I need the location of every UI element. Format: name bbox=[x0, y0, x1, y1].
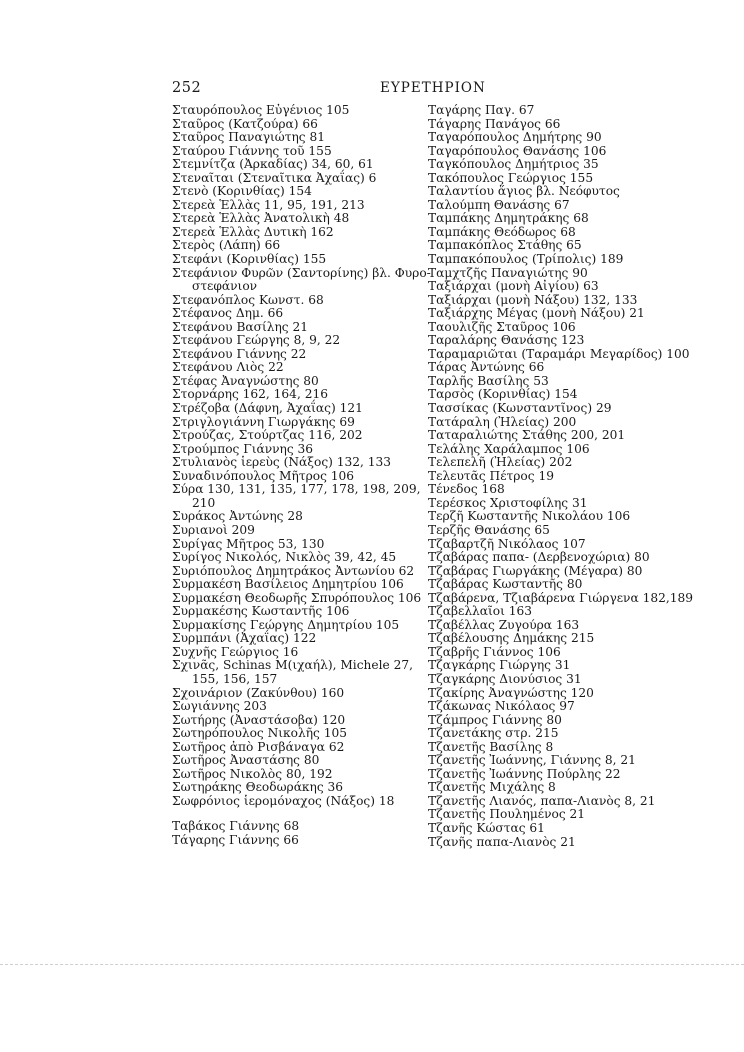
index-entry: Τζαγκάρης Διονύσιος 31 bbox=[428, 671, 582, 686]
index-entry: Ταμπακόπουλος (Τρίπολις) 189 bbox=[428, 252, 624, 267]
index-entry-continuation: 210 bbox=[192, 495, 216, 510]
index-entry: Στρούμπος Γιάννης 36 bbox=[172, 441, 314, 456]
index-entry: Τζανετῆς Μιχάλης 8 bbox=[428, 780, 556, 795]
index-entry: Σωτήρης (Ἀναστάσοβα) 120 bbox=[172, 712, 346, 727]
index-entry: Συριανοὶ 209 bbox=[172, 522, 255, 537]
index-entry: Συρίγος Νικολός, Νικλὸς 39, 42, 45 bbox=[172, 550, 397, 565]
index-entry: Ταλούμπη Θανάσης 67 bbox=[428, 197, 570, 212]
index-entry: Τελεπελῆ (Ἠλείας) 202 bbox=[428, 455, 573, 470]
index-entry: Σωγιάννης 203 bbox=[172, 699, 267, 714]
index-entry: Σταύρου Γιάννης τοῦ 155 bbox=[172, 143, 332, 158]
scan-artifact-line bbox=[0, 964, 744, 965]
index-entry: Στεφάνου Βασίλης 21 bbox=[172, 319, 308, 334]
index-entry: Τένεδος 168 bbox=[428, 482, 505, 497]
index-entry: Τζανετῆς Πουλημένος 21 bbox=[428, 807, 586, 822]
index-entry: Τάρας Ἀντώνης 66 bbox=[428, 360, 545, 375]
index-entry: Συναδινόπουλος Μῆτρος 106 bbox=[172, 468, 355, 483]
index-entry: Τατάραλη (Ἠλείας) 200 bbox=[428, 414, 577, 429]
index-entry: Ταξιάρχαι (μονὴ Νάξου) 132, 133 bbox=[428, 292, 638, 307]
index-entry: Ταμπακόπλος Στάθης 65 bbox=[428, 238, 582, 253]
index-entry: Τζαβάρας Κωσταντῆς 80 bbox=[428, 577, 583, 592]
index-entry: Στέφας Ἀναγνώστης 80 bbox=[172, 373, 319, 388]
index-entry: Ταταραλιώτης Στάθης 200, 201 bbox=[428, 428, 626, 443]
index-entry: Στεναῖται (Στεναῖτικα Ἀχαΐας) 6 bbox=[172, 170, 377, 185]
index-entry-continuation: 155, 156, 157 bbox=[192, 671, 278, 686]
index-entry: Σταυρόπουλος Εὐγένιος 105 bbox=[172, 103, 350, 117]
index-entry: Τάγαρης Γιάννης 66 bbox=[172, 832, 299, 847]
index-entry: Τζαγκάρης Γιώργης 31 bbox=[428, 658, 571, 673]
page-number: 252 bbox=[172, 80, 202, 96]
index-entry: Ταλαντίου ἅγιος βλ. Νεόφυτος bbox=[428, 184, 620, 199]
index-entry: Τζαβρῆς Γιάννος 106 bbox=[428, 644, 561, 659]
index-entry: Τασσίκας (Κωνσταντῖνος) 29 bbox=[428, 401, 612, 416]
index-entry: Σωτηράκης Θεοδωράκης 36 bbox=[172, 780, 344, 795]
index-entry: Τζανῆς Κώστας 61 bbox=[428, 820, 545, 835]
index-column-left bbox=[172, 103, 431, 848]
index-entry: Ταουλιζῆς Σταῦρος 106 bbox=[428, 319, 576, 334]
index-entry: Τελευτᾶς Πέτρος 19 bbox=[428, 468, 554, 483]
index-entry: Τακόπουλος Γεώργιος 155 bbox=[428, 170, 594, 185]
index-entry: Σωτῆρος Ἀναστάσης 80 bbox=[172, 753, 320, 768]
index-entry: Συράκος Ἀντώνης 28 bbox=[172, 509, 303, 524]
index-entry: Τζανετῆς Βασίλης 8 bbox=[428, 739, 554, 754]
index-entry: Τζαβάρας παπα- (Δερβενοχώρια) 80 bbox=[428, 550, 650, 565]
index-entry: Ταβάκος Γιάννης 68 bbox=[172, 819, 300, 834]
index-entry: Στερεὰ Ἑλλὰς Ἀνατολικὴ 48 bbox=[172, 211, 350, 226]
index-entry: Σταῦρος Παναγιώτης 81 bbox=[172, 130, 325, 145]
index-entry: Ταμπάκης Δημητράκης 68 bbox=[428, 211, 589, 226]
index-entry: Στεφάνου Γιάννης 22 bbox=[172, 346, 307, 361]
index-entry: Τζανετῆς Ἰωάννης Πούρλης 22 bbox=[428, 766, 621, 781]
index-entry: Στέφανος Δημ. 66 bbox=[172, 306, 284, 321]
index-entry: Συρίγας Μῆτρος 53, 130 bbox=[172, 536, 325, 551]
index-entry: Συρμακέσης Κωσταντῆς 106 bbox=[172, 604, 350, 619]
running-title: ΕΥΡΕΤΗΡΙΟΝ bbox=[380, 80, 486, 96]
index-entry: Στρέζοβα (Δάφνη, Ἀχαΐας) 121 bbox=[172, 401, 363, 416]
index-entry: Τζακίρης Ἀναγνώστης 120 bbox=[428, 685, 594, 700]
index-entry: Τζαβαρτζῆ Νικόλαος 107 bbox=[428, 536, 586, 551]
index-entry: Στενὸ (Κορινθίας) 154 bbox=[172, 184, 312, 199]
index-entry: Στεφάνου Γεώργης 8, 9, 22 bbox=[172, 333, 341, 348]
index-entry: Ταρλῆς Βασίλης 53 bbox=[428, 373, 549, 388]
index-entry: Συρμακέση Θεοδωρῆς Σπυρόπουλος 106 bbox=[172, 590, 422, 605]
index-entry: Ταγαρόπουλος Δημήτρης 90 bbox=[428, 130, 602, 145]
index-entry: Στορνάρης 162, 164, 216 bbox=[172, 387, 328, 402]
index-entry: Σωτῆρος ἀπὸ Ρισβάναγα 62 bbox=[172, 739, 345, 754]
index-entry: Στεμνίτζα (Ἀρκαδίας) 34, 60, 61 bbox=[172, 157, 374, 172]
index-entry: Στεφάνιον Φυρῶν (Σαντορίνης) βλ. Φυρο- bbox=[172, 265, 431, 280]
index-entry: Ταξιάρχαι (μονὴ Αἰγίου) 63 bbox=[428, 279, 599, 294]
index-entry: Τζάμπρος Γιάννης 80 bbox=[428, 712, 562, 727]
index-entry: Τάγαρης Πανάγος 66 bbox=[428, 116, 561, 131]
index-column-right bbox=[428, 103, 693, 849]
index-entry: Στεφάνου Λιὸς 22 bbox=[172, 360, 284, 375]
index-entry: Στυλιανὸς ἱερεὺς (Νάξος) 132, 133 bbox=[172, 455, 392, 470]
index-entry: Τζαβάρας Γιωργάκης (Μέγαρα) 80 bbox=[428, 563, 643, 578]
index-entry: Ταξιάρχης Μέγας (μονὴ Νάξου) 21 bbox=[428, 306, 645, 321]
index-entry: Συρμπάνι (Ἀχαΐας) 122 bbox=[172, 631, 317, 646]
index-entry: Ταραμαριῶται (Ταραμάρι Μεγαρίδος) 100 bbox=[428, 346, 690, 361]
index-entry: Ταμπάκης Θεόδωρος 68 bbox=[428, 224, 576, 239]
index-entry: Τζάκωνας Νικόλαος 97 bbox=[428, 699, 575, 714]
index-entry: Ταγάρης Παγ. 67 bbox=[428, 103, 535, 117]
index-entry: Τερζῆς Θανάσης 65 bbox=[428, 522, 550, 537]
index-entry: Σχοινάριον (Ζακύνθου) 160 bbox=[172, 685, 345, 700]
index-entry: Συριόπουλος Δημητράκος Ἀντωνίου 62 bbox=[172, 563, 415, 578]
index-entry: Τζανετάκης στρ. 215 bbox=[428, 726, 559, 741]
index-entry: Ταραλάρης Θανάσης 123 bbox=[428, 333, 585, 348]
index-entry: Σχινᾶς, Schinas Μ(ιχαήλ), Michele 27, bbox=[172, 658, 413, 673]
index-entry: Τερέσκος Χριστοφίλης 31 bbox=[428, 495, 588, 510]
index-entry: Ταμχτζῆς Παναγιώτης 90 bbox=[428, 265, 588, 280]
index-entry: Τζαβελλαῖοι 163 bbox=[428, 604, 533, 619]
index-entry: Στρούζας, Στούρτζας 116, 202 bbox=[172, 428, 363, 443]
index-entry: Στριγλογιάννη Γιωργάκης 69 bbox=[172, 414, 355, 429]
index-entry: Συρμακέση Βασίλειος Δημητρίου 106 bbox=[172, 577, 404, 592]
index-entry: Τελάλης Χαράλαμπος 106 bbox=[428, 441, 590, 456]
index-entry: Σταῦρος (Κατζούρα) 66 bbox=[172, 116, 318, 131]
index-entry: Συρμακίσης Γεώργης Δημητρίου 105 bbox=[172, 617, 400, 632]
index-entry: Τζαβέλλας Ζυγούρα 163 bbox=[428, 617, 580, 632]
index-entry: Ταγαρόπουλος Θανάσης 106 bbox=[428, 143, 607, 158]
index-entry: Σωφρόνιος ἱερομόναχος (Νάξος) 18 bbox=[172, 793, 395, 808]
index-entry: Τζανετῆς Λιανός, παπα-Λιανὸς 8, 21 bbox=[428, 793, 656, 808]
index-entry: Ταρσὸς (Κορινθίας) 154 bbox=[428, 387, 578, 402]
index-entry: Τζαβάρενα, Τζιαβάρενα Γιώργενα 182,189 bbox=[428, 590, 693, 605]
index-entry: Τζανῆς παπα-Λιανὸς 21 bbox=[428, 834, 576, 849]
index-entry: Ταγκόπουλος Δημήτριος 35 bbox=[428, 157, 599, 172]
index-entry: Σωτῆρος Νικολὸς 80, 192 bbox=[172, 766, 333, 781]
index-entry: Στεφανόπλος Κωνστ. 68 bbox=[172, 292, 324, 307]
index-entry: Τζανετῆς Ἰωάννης, Γιάννης 8, 21 bbox=[428, 753, 636, 768]
index-entry: Στερὸς (Λάπη) 66 bbox=[172, 238, 281, 253]
index-entry: Σωτηρόπουλος Νικολῆς 105 bbox=[172, 726, 348, 741]
index-entry: Σύρα 130, 131, 135, 177, 178, 198, 209, bbox=[172, 482, 421, 497]
index-entry: Τερζῆ Κωσταντῆς Νικολάου 106 bbox=[428, 509, 631, 524]
index-entry: Συχνῆς Γεώργιος 16 bbox=[172, 644, 299, 659]
index-entry: Στερεὰ Ἑλλὰς 11, 95, 191, 213 bbox=[172, 197, 365, 212]
index-entry: Τζαβέλουσης Δημάκης 215 bbox=[428, 631, 595, 646]
index-entry: Στεφάνι (Κορινθίας) 155 bbox=[172, 252, 327, 267]
index-entry-continuation: στεφάνιον bbox=[192, 279, 258, 294]
index-entry: Στερεὰ Ἑλλὰς Δυτικὴ 162 bbox=[172, 224, 334, 239]
